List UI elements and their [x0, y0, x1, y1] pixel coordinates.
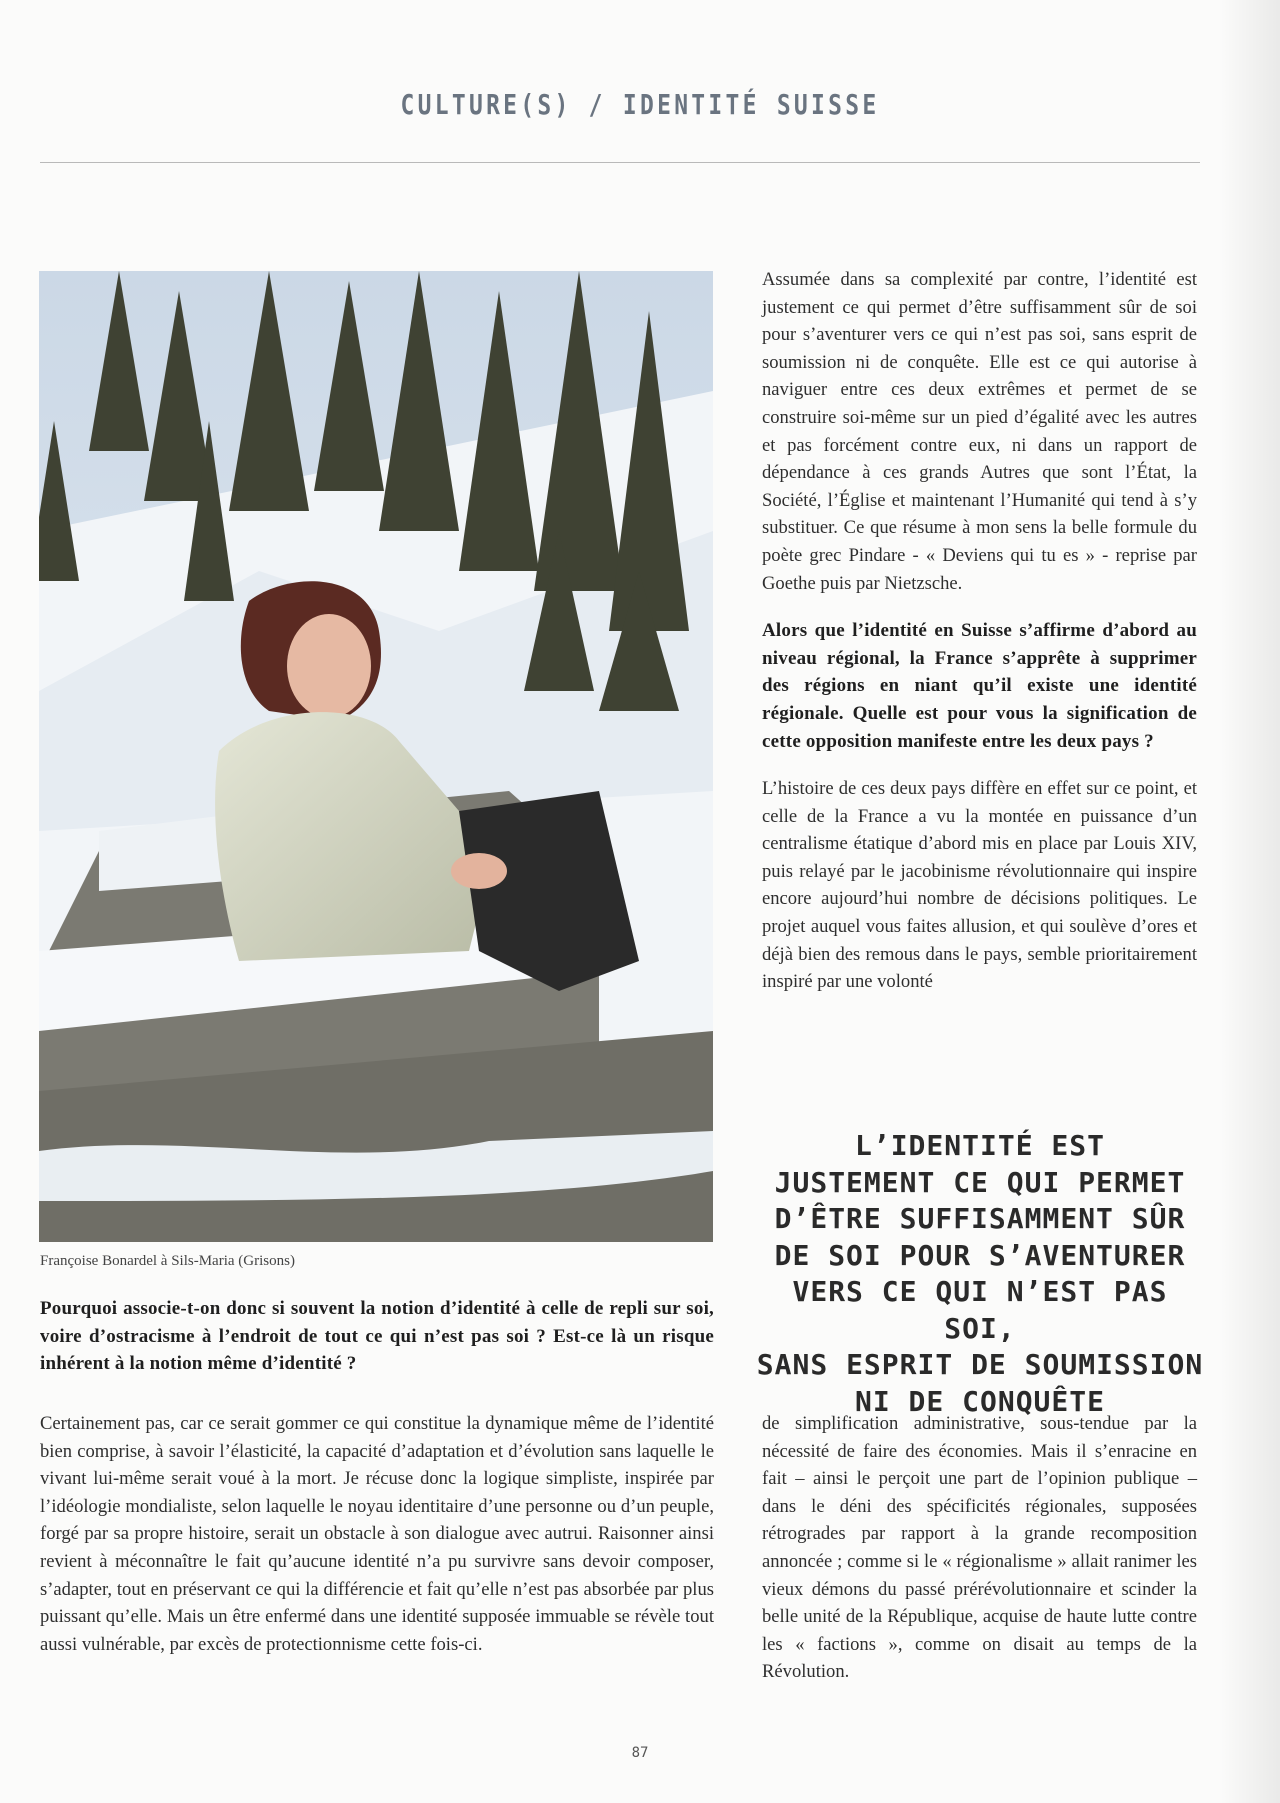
photo-caption: Françoise Bonardel à Sils-Maria (Grisons) [40, 1253, 295, 1269]
header-divider [40, 162, 1200, 163]
pull-quote [755, 1128, 1205, 1420]
body-paragraph: de simplification administrative, sous-tendue par la nécessité de faire des économies. Mais il s’enracine en fait – ainsi le perçoit une part de l’opinion publique – dans le déni des spécificités régionales, supposées rétrogrades par rapport à la grande recomposition annoncée ; comme si le « régionalisme » allait ranimer les vieux démons du passé prérévolutionnaire et scinder la belle unité de la République, acquise de haute lutte contre les « factions », comme on disait au temps de la Révolution. [762, 1413, 1197, 1683]
pull-quote-line: L’IDENTITÉ EST [854, 1129, 1105, 1162]
page-number: 87 [631, 1745, 649, 1761]
section-header: CULTURE(S) / IDENTITÉ SUISSE [400, 88, 880, 121]
body-paragraph: L’histoire de ces deux pays diffère en effet sur ce point, et celle de la France a vu la montée en puissance d’un centralisme étatique d’abord mis en place par Louis XIV, puis relayé par le jacobinisme révolutionnaire qui inspire encore aujourd’hui nombre de décisions politiques. Le projet auquel vous faites allusion, et qui soulève d’ores et déjà bien des remous dans le pays, semble prioritairement inspiré par une volonté [762, 778, 1197, 993]
body-paragraph: Assumée dans sa complexité par contre, l’identité est justement ce qui permet d’être suffisamment sûr de soi pour s’aventurer vers ce qui n’est pas soi, sans esprit de soumission ni de conquête. Elle est ce qui autorise à naviguer entre ces deux extrêmes et permet de se construire soi-même sur un pied d’égalité avec les autres et pas forcément contre eux, ni dans un rapport de dépendance à ces grands Autres que sont l’État, la Société, l’Église et maintenant l’Humanité qui tend à s’y substituer. Ce que résume à mon sens la belle formule du poète grec Pindare - « Deviens qui tu es » - reprise par Goethe puis par Nietzsche. [762, 269, 1197, 594]
pull-quote-line: DE SOI POUR S’AVENTURER [774, 1238, 1186, 1272]
left-answer-block [40, 1410, 714, 1658]
right-column [762, 266, 1197, 996]
body-paragraph: Certainement pas, car ce serait gommer ce qui constitue la dynamique même de l’identité bien comprise, à savoir l’élasticité, la capacité d’adaptation et d’évolution sans laquelle le vivant lui-même serait voué à la mort. Je récuse donc la logique simpliste, inspirée par l’idéologie mondialiste, selon laquelle le noyau identitaire d’une personne ou d’un peuple, forgé par sa propre histoire, serait un obstacle à son dialogue avec autrui. Raisonner ainsi revient à méconnaître le fait qu’aucune identité n’a pu survivre sans devoir composer, s’adapter, tout en préservant ce qui la différencie et fait qu’elle n’est pas absorbée par plus puissant qu’elle. Mais un être enfermé dans une identité supposée immuable se révèle tout aussi vulnérable, par excès de protectionnisme cette fois-ci. [40, 1413, 714, 1655]
left-question-block [40, 1295, 714, 1378]
pull-quote-line: D’ÊTRE SUFFISAMMENT SÛR [774, 1202, 1186, 1235]
interview-question: Pourquoi associe-t-on donc si souvent la notion d’identité à celle de repli sur soi, voire d’ostracisme à l’endroit de tout ce qui n’est pas soi ? Est-ce là un risque inhérent à la notion même d’identité ? [40, 1298, 714, 1375]
pull-quote-line: VERS CE QUI N’EST PAS SOI, [792, 1275, 1168, 1345]
interview-question: Alors que l’identité en Suisse s’affirme d’abord au niveau régional, la France s’apprête à supprimer des régions en niant qu’il existe une identité régionale. Quelle est pour vous la signification de cette opposition manifeste entre les deux pays ? [762, 620, 1197, 752]
portrait-photo [39, 271, 713, 1242]
pull-quote-line: JUSTEMENT CE QUI PERMET [774, 1165, 1186, 1199]
page-edge-shadow [1220, 0, 1280, 1803]
pull-quote-line: SANS ESPRIT DE SOUMISSION [756, 1348, 1204, 1381]
pull-quote-line: NI DE CONQUÊTE [854, 1384, 1105, 1418]
right-column-continued [762, 1410, 1197, 1686]
